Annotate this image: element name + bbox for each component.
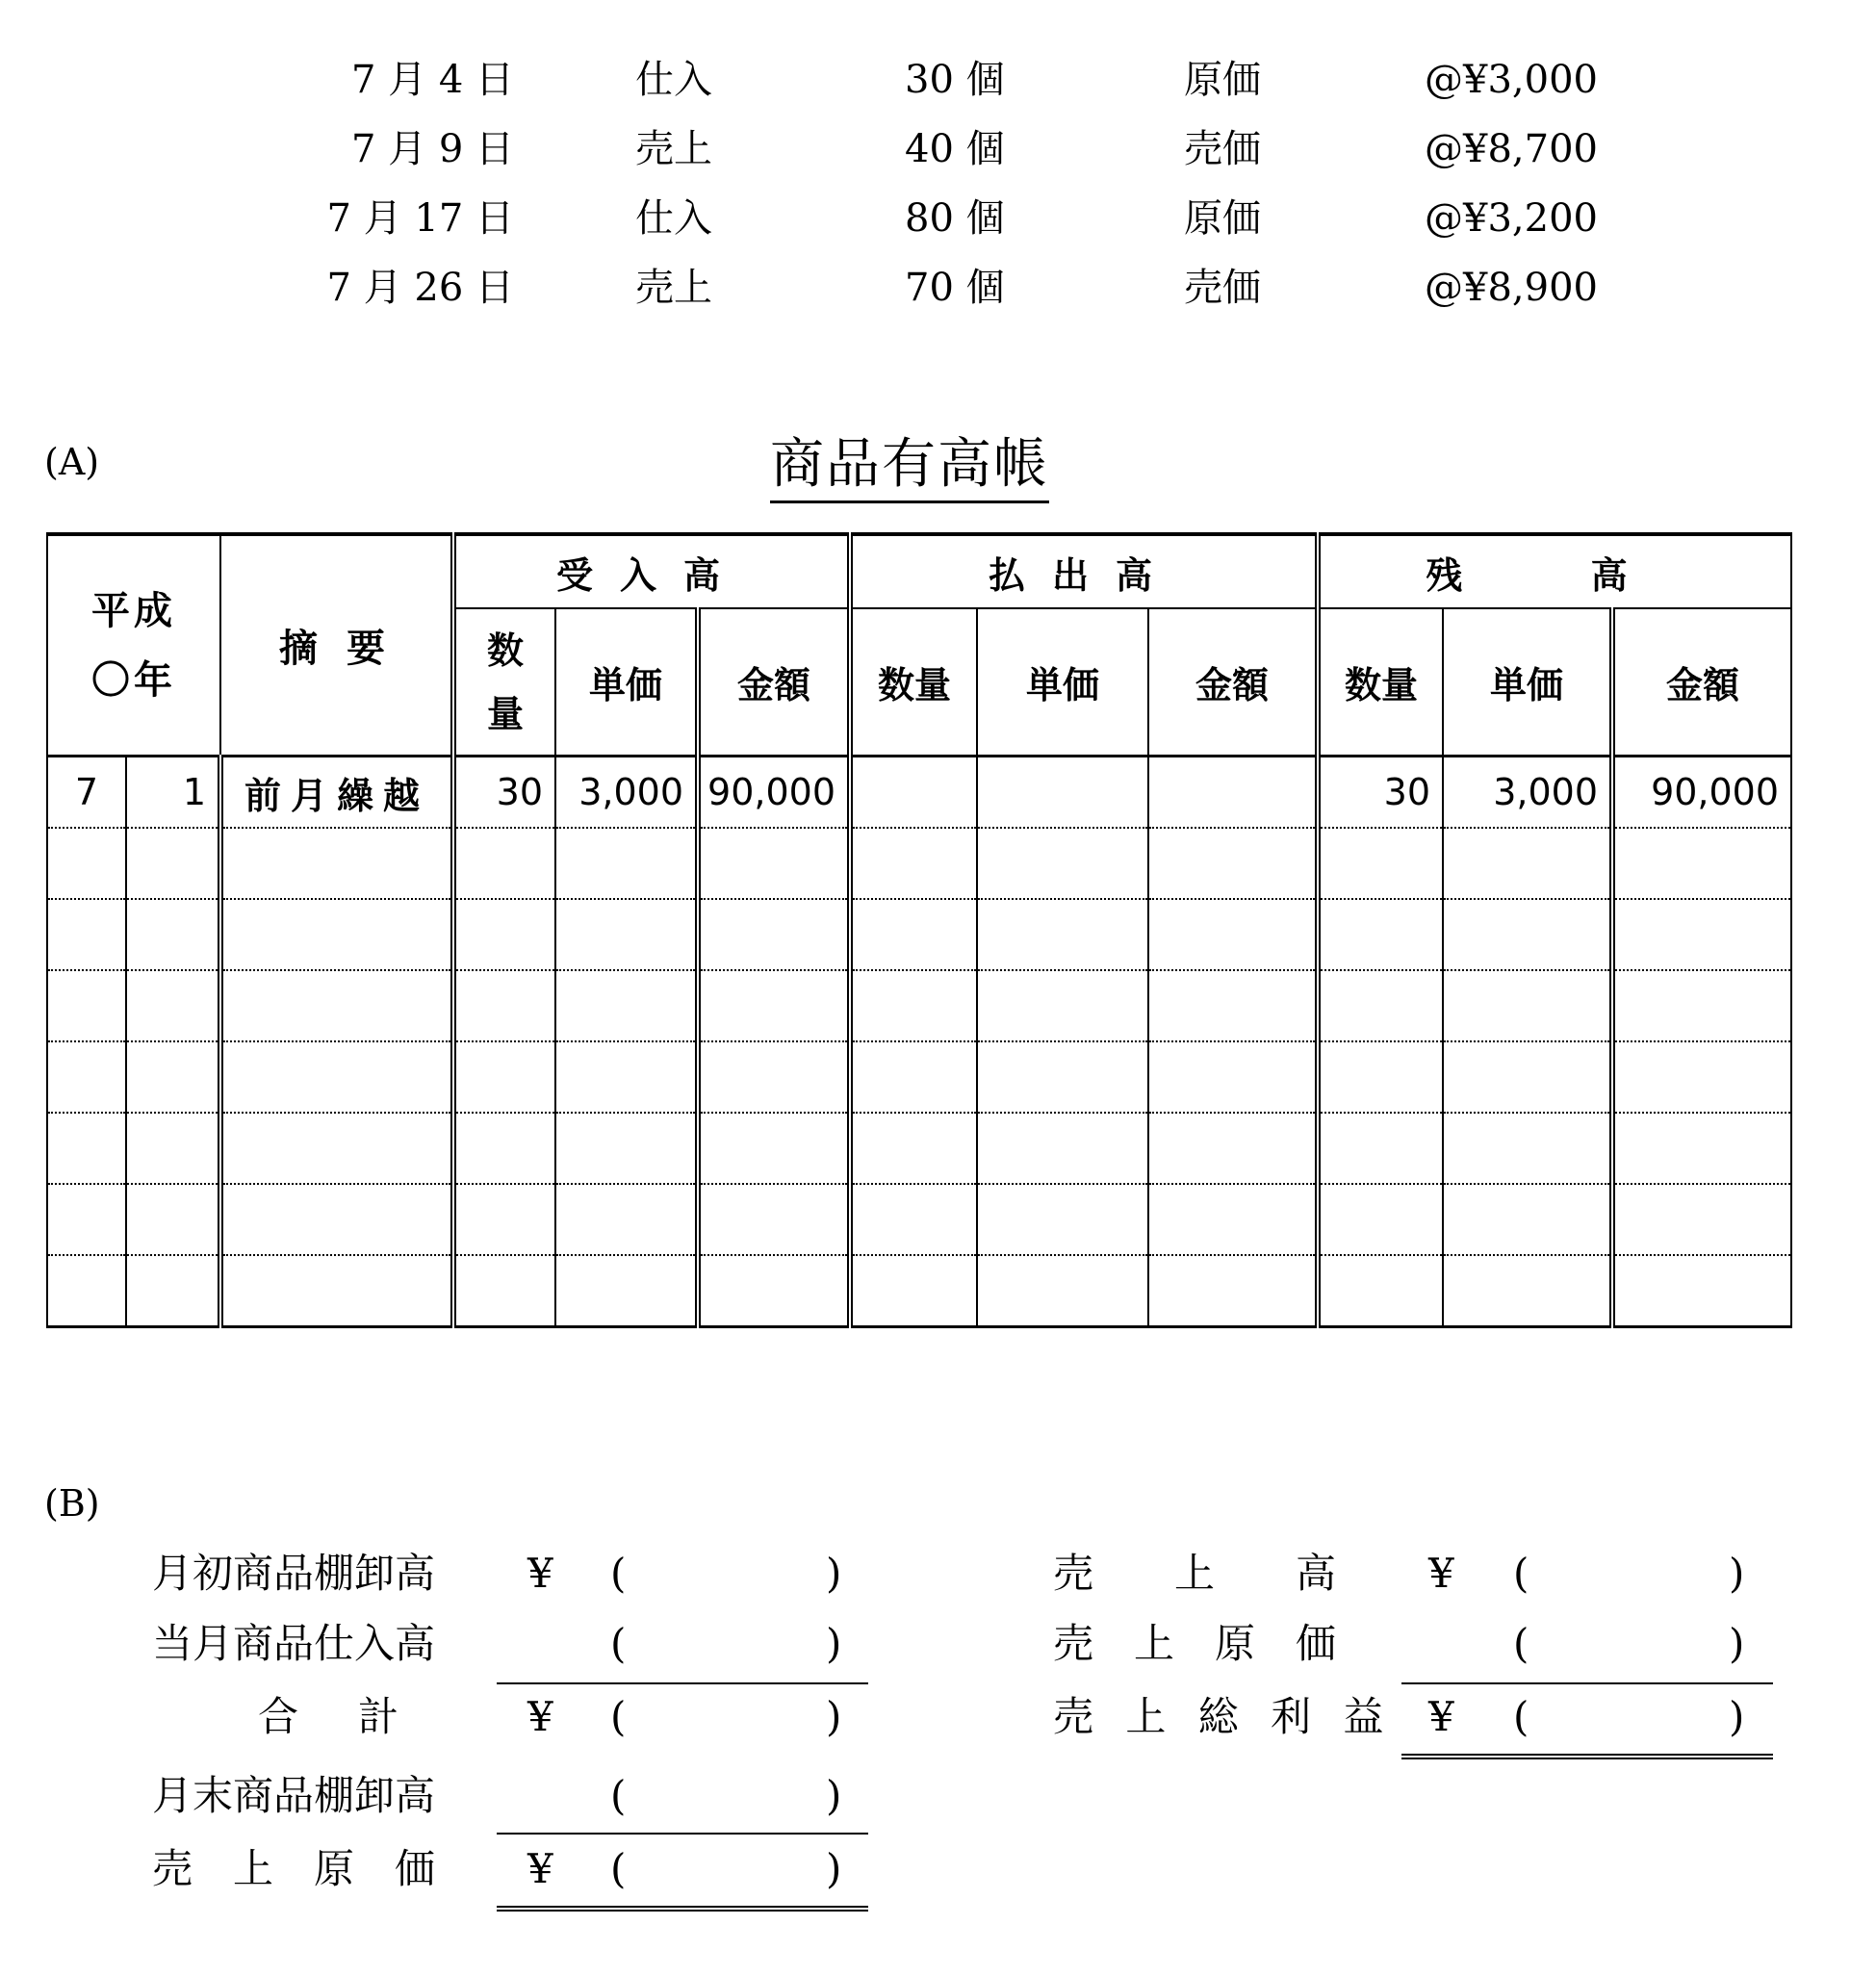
closing-inventory-label: 月末商品棚卸高 (152, 1772, 436, 1819)
issues-header: 払出高 (850, 534, 1318, 608)
section-a-label: (A) (44, 441, 100, 483)
transaction-row (0, 259, 1876, 317)
row-bal-amount: 90,000 (1612, 757, 1791, 829)
row-bal-price: 3,000 (1443, 757, 1612, 829)
close-paren: ) (1729, 1620, 1745, 1667)
transaction-type: 売上 (635, 266, 712, 310)
opening-inventory-label: 月初商品棚卸高 (152, 1550, 436, 1597)
yen-sign: ¥ (527, 1693, 553, 1740)
date-header-year: 〇年 (91, 657, 176, 703)
subtotal-rule (497, 1682, 868, 1684)
out-price-header: 単価 (977, 608, 1148, 757)
total-double-rule (497, 1906, 868, 1912)
transaction-date: 7 月 4 日 (350, 58, 514, 102)
row-bal-qty: 30 (1318, 757, 1443, 829)
transaction-qty: 40 個 (905, 127, 1005, 171)
row-day: 1 (126, 757, 220, 829)
sales-label: 売 上 高 (1053, 1550, 1337, 1597)
open-paren: ( (1513, 1550, 1529, 1597)
in-qty-header (453, 608, 555, 757)
open-paren: ( (610, 1772, 627, 1819)
transaction-type: 仕入 (635, 196, 712, 241)
open-paren: ( (1513, 1620, 1529, 1667)
close-paren: ) (826, 1845, 842, 1892)
ledger-row (47, 757, 1791, 829)
subtotal-rule (497, 1833, 868, 1835)
transaction-price: @¥3,000 (1425, 58, 1598, 102)
transaction-price: @¥8,900 (1425, 266, 1598, 310)
total-label: 合 計 (258, 1693, 409, 1740)
in-price-header: 単価 (555, 608, 698, 757)
row-month: 7 (47, 757, 126, 829)
ledger-row-empty (47, 970, 1791, 1041)
open-paren: ( (1513, 1693, 1529, 1740)
tekiyo-header: 摘 要 (220, 534, 453, 757)
ledger-row-empty (47, 899, 1791, 970)
transaction-date: 7 月 26 日 (326, 266, 514, 310)
open-paren: ( (610, 1620, 627, 1667)
transaction-date: 7 月 17 日 (326, 196, 514, 241)
yen-sign: ¥ (1428, 1550, 1454, 1597)
close-paren: ) (826, 1772, 842, 1819)
purchases-label: 当月商品仕入高 (152, 1620, 436, 1667)
yen-sign: ¥ (527, 1550, 553, 1597)
close-paren: ) (826, 1620, 842, 1667)
out-qty-header: 数量 (850, 608, 977, 757)
yen-sign: ¥ (527, 1845, 553, 1892)
row-in-amount: 90,000 (698, 757, 850, 829)
transaction-qty: 70 個 (905, 266, 1005, 310)
ledger-row-empty (47, 1113, 1791, 1184)
in-qty-header-text: 数量 (486, 629, 524, 735)
row-out-qty (850, 757, 977, 829)
transaction-row (0, 190, 1876, 247)
transaction-price-label: 原価 (1184, 58, 1261, 102)
open-paren: ( (610, 1845, 627, 1892)
row-tekiyo: 前月繰越 (220, 757, 453, 829)
in-amount-header: 金額 (698, 608, 850, 757)
row-in-price: 3,000 (555, 757, 698, 829)
close-paren: ) (826, 1550, 842, 1597)
section-b-label: (B) (44, 1482, 100, 1525)
out-amount-header: 金額 (1148, 608, 1318, 757)
bal-price-header: 単価 (1443, 608, 1612, 757)
transaction-price-label: 原価 (1184, 196, 1261, 241)
open-paren: ( (610, 1693, 627, 1740)
transaction-price: @¥8,700 (1425, 127, 1598, 171)
balance-header: 残 高 (1318, 534, 1791, 608)
cogs-label-right: 売 上 原 価 (1053, 1620, 1337, 1667)
ledger-row-empty (47, 1041, 1791, 1113)
ledger-row-empty (47, 1184, 1791, 1255)
transaction-type: 売上 (635, 127, 712, 171)
close-paren: ) (826, 1693, 842, 1740)
transaction-type: 仕入 (635, 58, 712, 102)
transaction-row (0, 51, 1876, 109)
transaction-price: @¥3,200 (1425, 196, 1598, 241)
transaction-date: 7 月 9 日 (350, 127, 514, 171)
ledger-row-empty (47, 828, 1791, 899)
ledger-row-empty (47, 1255, 1791, 1327)
ledger-title: 商品有高帳 (770, 431, 1049, 503)
row-in-qty: 30 (453, 757, 555, 829)
transaction-qty: 30 個 (905, 58, 1005, 102)
inventory-ledger-table (46, 532, 1792, 1328)
transaction-price-label: 売価 (1184, 266, 1261, 310)
gross-profit-label: 売 上 総 利 益 (1053, 1693, 1394, 1740)
open-paren: ( (610, 1550, 627, 1597)
transaction-row (0, 120, 1876, 178)
close-paren: ) (1729, 1550, 1745, 1597)
transaction-price-label: 売価 (1184, 127, 1261, 171)
bal-qty-header: 数量 (1318, 608, 1443, 757)
yen-sign: ¥ (1428, 1693, 1454, 1740)
cogs-label: 売 上 原 価 (152, 1845, 436, 1892)
date-header-era: 平成 (91, 588, 176, 633)
bal-amount-header: 金額 (1612, 608, 1791, 757)
transaction-qty: 80 個 (905, 196, 1005, 241)
close-paren: ) (1729, 1693, 1745, 1740)
row-out-price (977, 757, 1148, 829)
row-out-amount (1148, 757, 1318, 829)
total-double-rule (1401, 1754, 1773, 1759)
subtotal-rule (1401, 1682, 1773, 1684)
receipts-header: 受入高 (453, 534, 850, 608)
date-header (47, 534, 220, 757)
